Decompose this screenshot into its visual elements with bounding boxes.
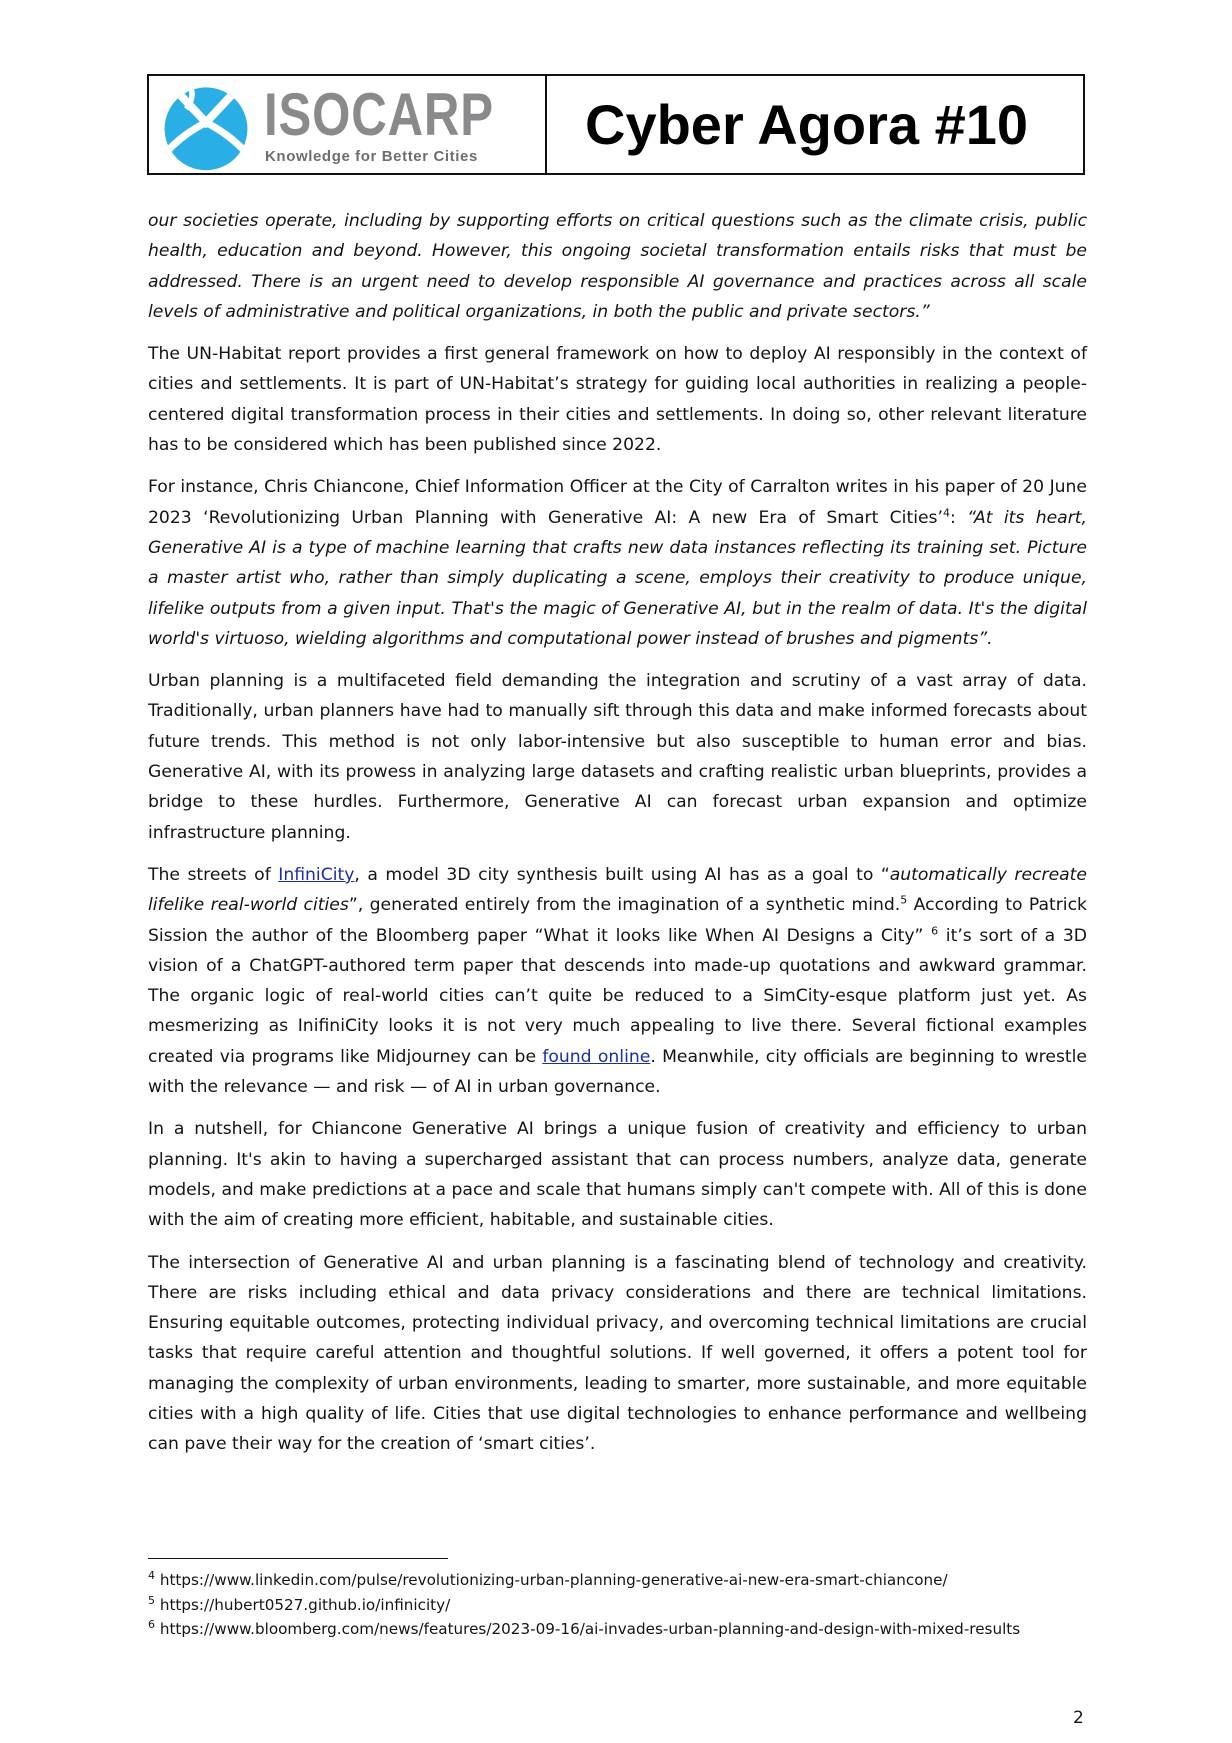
footnote-5	[148, 1593, 1087, 1618]
paragraph-urban-planning: Urban planning is a multifaceted field demanding the integration and scrutiny of a vast array of data. Traditionally, urban planners have had to manually sift through this data and make informed forecasts about future trends. This method is not only labor-intensive but also susceptible to human error and bias. Generative AI, with its prowess in analyzing large datasets and crafting realistic urban blueprints, provides a bridge to these hurdles. Furthermore, Generative AI can forecast urban expansion and optimize infrastructure planning.	[148, 671, 1087, 843]
title-cell	[547, 76, 1083, 173]
document-header	[147, 74, 1085, 175]
paragraph-quote-continuation: our societies operate, including by supporting efforts on critical questions such as the climate crisis, public health, education and beyond. However, this ongoing societal transformation entails risks that must be addressed. There is an urgent need to develop responsible AI governance and practices across all scale levels of administrative and political organizations, in both the public and private sectors.”	[148, 211, 1087, 322]
footnote-url[interactable]: https://www.linkedin.com/pulse/revolutionizing-urban-planning-generative-ai-new-era-smart-chiancone/	[155, 1571, 948, 1589]
found-online-link[interactable]: found online	[542, 1046, 651, 1067]
footnote-url[interactable]: https://www.bloomberg.com/news/features/2023-09-16/ai-invades-urban-planning-and-design-with-mixed-results	[155, 1620, 1021, 1638]
text-span: The streets of	[148, 864, 279, 885]
paragraph-infinicity	[148, 860, 1087, 1102]
paragraph-nutshell: In a nutshell, for Chiancone Generative AI brings a unique fusion of creativity and efficiency to urban planning. It's akin to having a supercharged assistant that can process numbers, analyze data, generate models, and make predictions at a pace and scale that humans simply can't compete with. All of this is done with the aim of creating more efficient, habitable, and sustainable cities.	[148, 1119, 1087, 1231]
text-span: :	[949, 507, 968, 528]
chiancone-quote: “At its heart, Generative AI is a type of machine learning that crafts new data instances reflecting its training set. Picture a master artist who, rather than simply duplicating a scene, employs their creativity to produce unique, lifelike outputs from a given input. That's the magic of Generative AI, but in the realm of data. It's the digital world's virtuoso, wielding algorithms and computational power instead of brushes and pigments”.	[148, 507, 1087, 649]
document-title: Cyber Agora #10	[585, 93, 1028, 156]
footnote-ref-6[interactable]: 6	[931, 923, 939, 937]
paragraph-intersection: The intersection of Generative AI and urban planning is a fascinating blend of technology and creativity. There are risks including ethical and data privacy considerations and there are technical limitations. Ensuring equitable outcomes, protecting individual privacy, and overcoming technical limitations are crucial tasks that require careful attention and thoughtful solutions. If well governed, it offers a potent tool for managing the complexity of urban environments, leading to smarter, more sustainable, and more equitable cities with a high quality of life. Cities that use digital technologies to enhance performance and wellbeing can pave their way for the creation of ‘smart cities’.	[148, 1252, 1087, 1455]
isocarp-logo	[149, 76, 547, 173]
footnote-ref-5[interactable]: 5	[900, 893, 908, 907]
footnote-number: 4	[148, 1568, 155, 1582]
text-span: According to Patrick Sission the author of the Bloomberg paper “What it looks like When AI Designs a City”	[148, 895, 1087, 946]
infinicity-link[interactable]: InfiniCity	[278, 864, 355, 885]
text-span: , a model 3D city synthesis built using AI has as a goal to “	[354, 864, 890, 885]
text-span: ”, generated entirely from the imagination of a synthetic mind.	[348, 895, 901, 916]
footnote-url[interactable]: https://hubert0527.github.io/infinicity/	[155, 1595, 451, 1614]
footnote-number: 6	[148, 1617, 155, 1631]
body-text	[148, 206, 1087, 1472]
footnote-number: 5	[148, 1593, 155, 1607]
infinicity-quote: automatically recreate lifelike real-world cities	[148, 864, 1087, 916]
text-span: . Meanwhile, city officials are beginning to wrestle with the relevance — and risk — of AI in urban governance.	[148, 1046, 1087, 1098]
text-span: For instance, Chris Chiancone, Chief Information Officer at the City of Carralton writes in his paper of 20 June 2023 ‘Revolutionizing Urban Planning with Generative AI: A new Era of Smart Cities’	[148, 477, 1087, 528]
logo-tagline: Knowledge for Better Cities	[265, 148, 478, 165]
footnote-4	[148, 1568, 1087, 1593]
isocarp-logo-icon	[161, 82, 251, 172]
paragraph-chiancone	[148, 472, 1087, 654]
footnote-separator	[148, 1558, 448, 1559]
page-number: 2	[1073, 1708, 1084, 1728]
footnote-6	[148, 1617, 1087, 1642]
paragraph-un-habitat: The UN-Habitat report provides a first general framework on how to deploy AI responsibly in the context of cities and settlements. It is part of UN-Habitat’s strategy for guiding local authorities in realizing a people-centered digital transformation process in their cities and settlements. In doing so, other relevant literature has to be considered which has been published since 2022.	[148, 344, 1087, 456]
text-span: it’s sort of a 3D vision of a ChatGPT-authored term paper that descends into made-up quotations and awkward grammar. The organic logic of real-world cities can’t quite be reduced to a SimCity-esque platform just yet. As mesmerizing as InifiniCity looks it is not very much appealing to live there. Several fictional examples created via programs like Midjourney can be	[148, 925, 1087, 1067]
footnotes	[148, 1568, 1087, 1642]
footnote-ref-4[interactable]: 4	[942, 505, 950, 519]
logo-wordmark: ISOCARP	[264, 81, 494, 148]
